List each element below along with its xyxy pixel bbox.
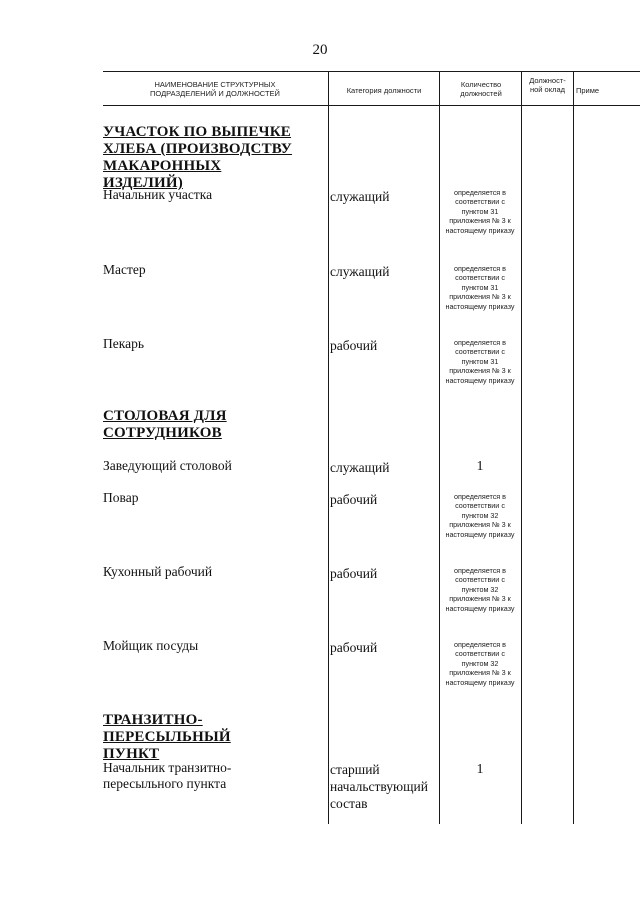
position-quantity: определяется в соответствии с пунктом 31 приложения № 3 к настоящему приказу bbox=[445, 188, 515, 235]
header-col-quantity: Количество должностей bbox=[460, 80, 502, 98]
position-category: служащий bbox=[330, 264, 390, 279]
position-category: рабочий bbox=[330, 492, 378, 507]
position-quantity: определяется в соответствии с пунктом 32 приложения № 3 к настоящему приказу bbox=[445, 566, 515, 613]
header-col-salary: Должност-ной оклад bbox=[529, 76, 566, 94]
position-quantity: определяется в соответствии с пунктом 32 приложения № 3 к настоящему приказу bbox=[445, 640, 515, 687]
section-title: СТОЛОВАЯ ДЛЯ СОТРУДНИКОВ bbox=[103, 408, 227, 441]
position-name: Начальник участка bbox=[103, 187, 213, 202]
section-title: УЧАСТОК ПО ВЫПЕЧКЕ ХЛЕБА (ПРОИЗВОДСТВУ МАКАРОННЫХ ИЗДЕЛИЙ) bbox=[103, 124, 292, 191]
position-category: рабочий bbox=[330, 338, 378, 353]
position-quantity: определяется в соответствии с пунктом 31 приложения № 3 к настоящему приказу bbox=[445, 264, 515, 311]
position-quantity: 1 bbox=[476, 459, 484, 474]
position-name: Мастер bbox=[103, 262, 146, 277]
position-name: Начальник транзитно-пересыльного пункта bbox=[103, 760, 232, 791]
position-name: Кухонный рабочий bbox=[103, 564, 213, 579]
position-category: служащий bbox=[330, 460, 390, 475]
position-category: старший начальствующий состав bbox=[330, 762, 428, 811]
position-name: Мойщик посуды bbox=[103, 638, 199, 653]
position-name: Повар bbox=[103, 490, 139, 505]
section-title: ТРАНЗИТНО-ПЕРЕСЫЛЬНЫЙ ПУНКТ bbox=[103, 712, 231, 762]
column-divider-2 bbox=[439, 71, 440, 824]
page-number: 20 bbox=[312, 42, 328, 58]
header-col-category: Категория должности bbox=[346, 86, 422, 95]
position-quantity: 1 bbox=[476, 762, 484, 777]
table-top-border bbox=[103, 71, 640, 72]
column-divider-4 bbox=[573, 71, 574, 824]
position-name: Заведующий столовой bbox=[103, 458, 232, 473]
position-category: рабочий bbox=[330, 566, 378, 581]
position-category: служащий bbox=[330, 189, 390, 204]
header-col-note: Приме bbox=[576, 86, 600, 95]
position-name: Пекарь bbox=[103, 336, 144, 351]
header-col-name: НАИМЕНОВАНИЕ СТРУКТУРНЫХ ПОДРАЗДЕЛЕНИЙ И ДОЛЖНОСТЕЙ bbox=[150, 80, 280, 98]
position-quantity: определяется в соответствии с пунктом 31 приложения № 3 к настоящему приказу bbox=[445, 338, 515, 385]
position-category: рабочий bbox=[330, 640, 378, 655]
column-divider-1 bbox=[328, 71, 329, 824]
position-quantity: определяется в соответствии с пунктом 32 приложения № 3 к настоящему приказу bbox=[445, 492, 515, 539]
table-header-bottom-border bbox=[103, 105, 640, 106]
column-divider-3 bbox=[521, 71, 522, 824]
